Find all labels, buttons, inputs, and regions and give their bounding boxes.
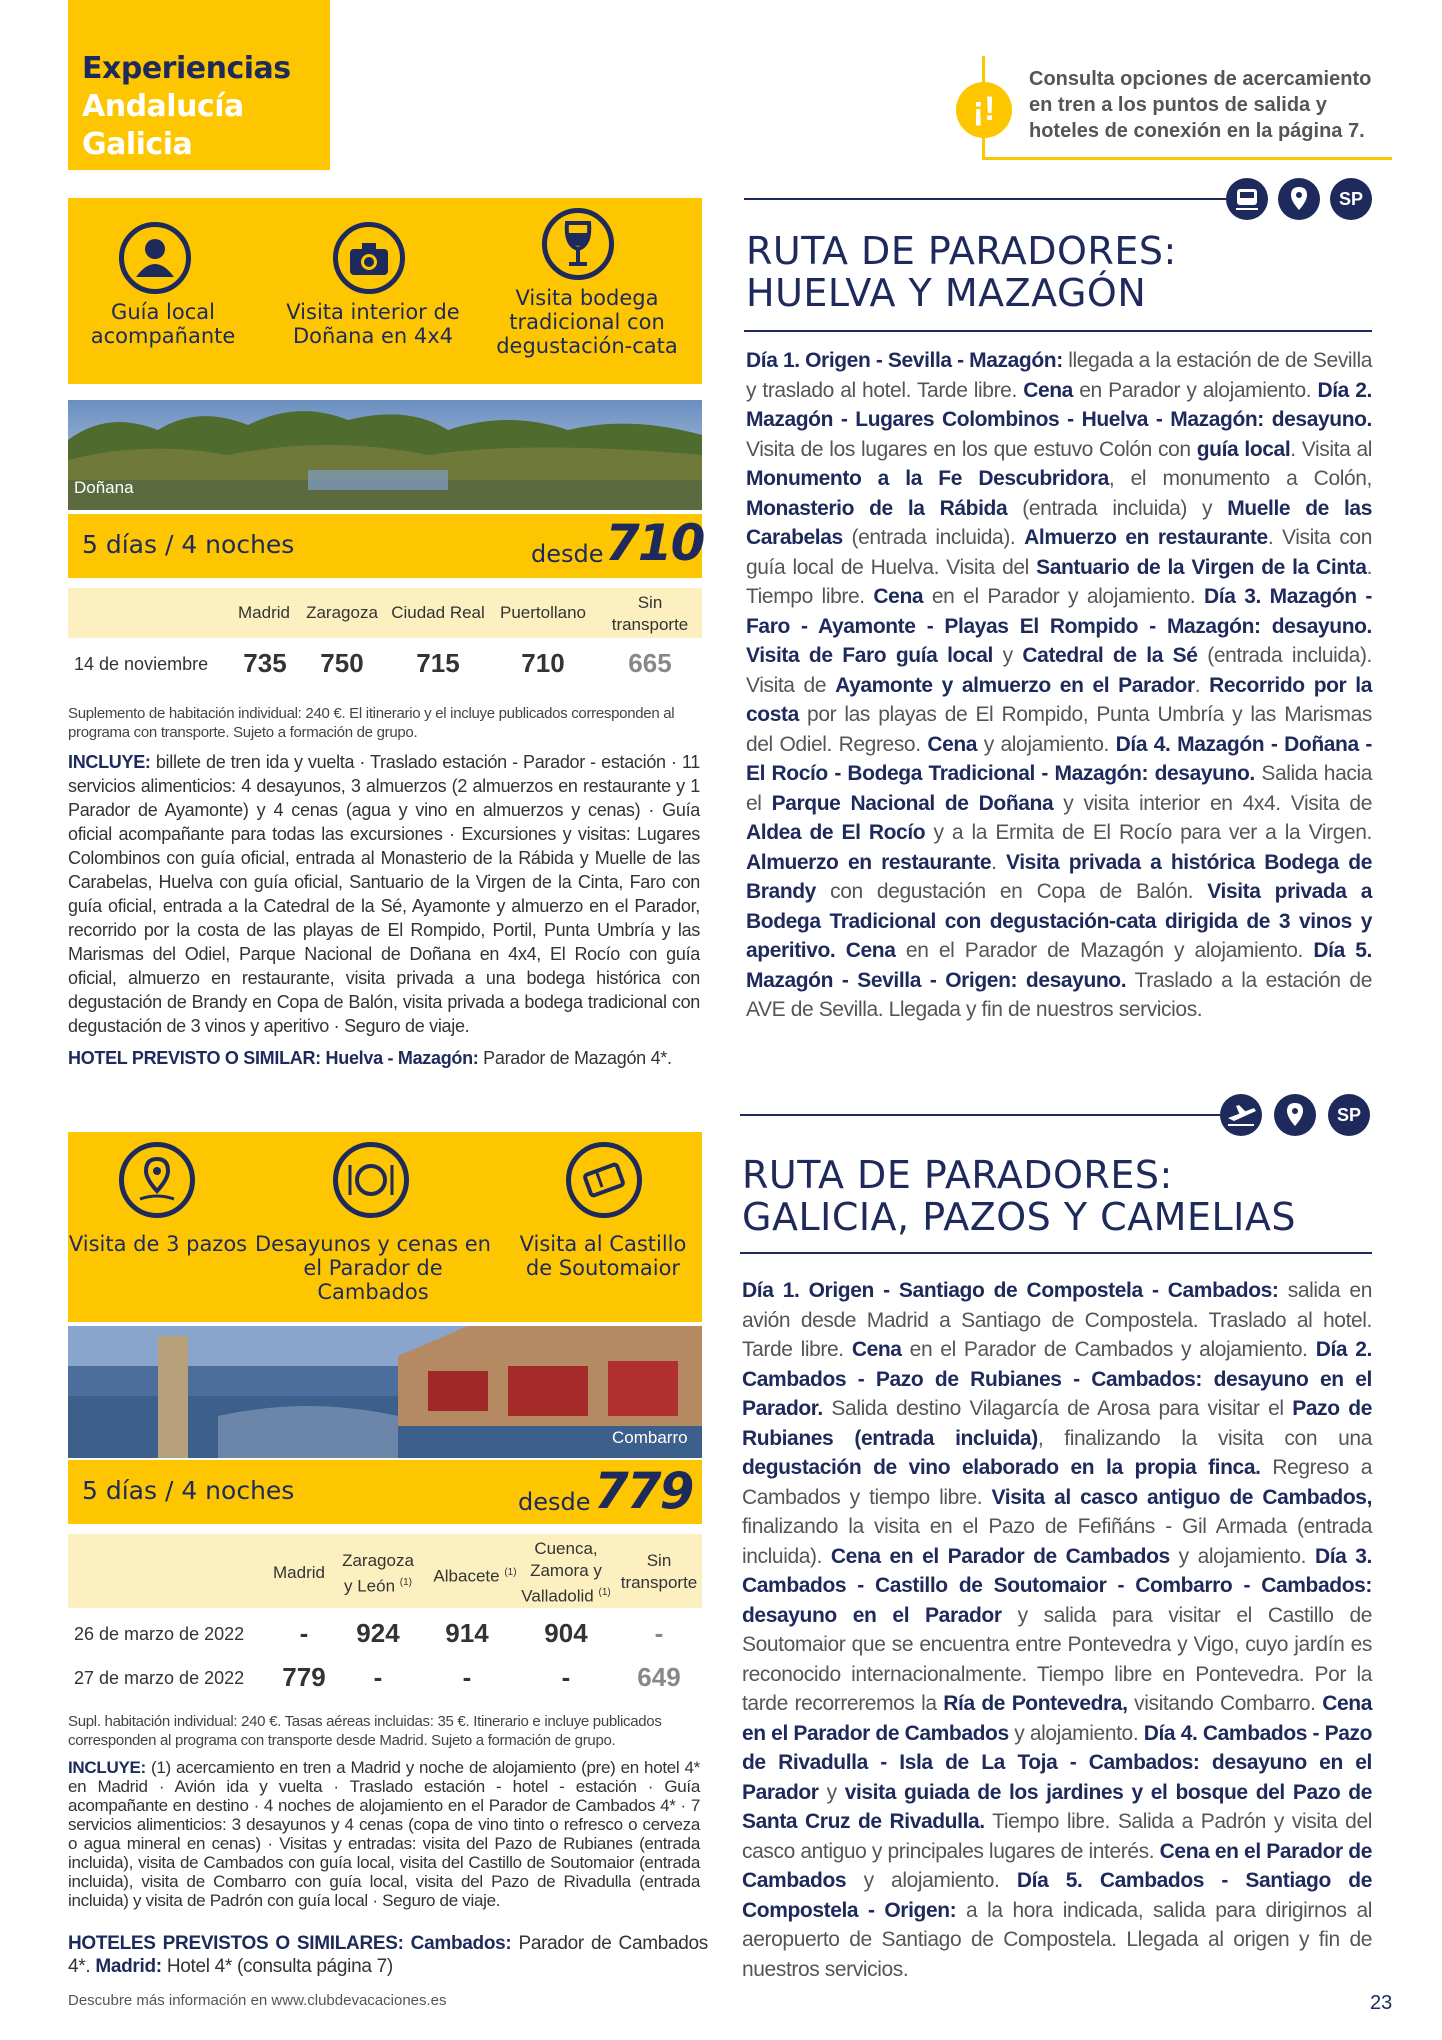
trip1-incluye	[68, 750, 700, 1038]
trip1-title	[746, 230, 1177, 314]
info-alert-icon: ¡!	[956, 82, 1012, 138]
trip2-incluye	[68, 1758, 700, 1910]
duration: 5 días / 4 noches	[82, 1476, 295, 1505]
price-cell: 715	[416, 648, 460, 678]
table-row	[68, 646, 702, 686]
trip1-itinerary: Día 1. Origen - Sevilla - Mazagón: llegada a la estación de de Sevilla y traslado al hotel. Tarde libre. Cena en Parador y alojamiento. Día 2. Mazagón - Lugares Colombinos - Huelva - Mazagón: desayuno. Visita de los lugares en los que estuvo Colón con guía local. Visita al Monumento a la Fe Descubridora, el monumento a Colón, Monasterio de la Rábida (entrada incluida) y Muelle de las Carabelas (entrada incluida). Almuerzo en restaurante. Visita con guía local de Huelva. Visita del Santuario de la Virgen de la Cinta. Tiempo libre. Cena en el Parador y alojamiento. Día 3. Mazagón - Faro - Ayamonte - Playas El Rompido - Mazagón: desayuno. Visita de Faro guía local y Catedral de la Sé (entrada incluida). Visita de Ayamonte y almuerzo en el Parador. Recorrido por la costa por las playas de El Rompido, Punta Umbría y las Marismas del Odiel. Regreso. Cena y alojamiento. Día 4. Mazagón - Doñana - El Rocío - Bodega Tradicional - Mazagón: desayuno. Salida hacia el Parque Nacional de Doñana y visita interior en 4x4. Visita de Aldea de El Rocío y a la Ermita de El Rocío para ver a la Virgen. Almuerzo en restaurante. Visita privada a histórica Bodega de Brandy con degustación en Copa de Balón. Visita privada a Bodega Tradicional con degustación-cata dirigida de 3 vinos y aperitivo. Cena en el Parador de Mazagón y alojamiento. Día 5. Mazagón - Sevilla - Origen: desayuno. Traslado a la estación de AVE de Sevilla. Llegada y fin de nuestros servicios.	[746, 349, 1373, 1021]
price-cell: 750	[320, 648, 364, 678]
divider	[740, 1114, 1220, 1116]
feature-desayunos-cenas: Desayunos y cenas en el Parador de Cambados	[254, 1232, 491, 1304]
col-puertollano: Puertollano	[499, 603, 586, 622]
feature-castillo: Visita al Castillo de Soutomaior	[519, 1232, 687, 1280]
trip2-duration-bar	[68, 1460, 702, 1524]
hotel-text: Hotel 4* (consulta página 7)	[161, 1956, 393, 1977]
hotel-label: HOTEL PREVISTO O SIMILAR: Huelva - Mazagón:	[68, 1048, 479, 1068]
incluye-label: INCLUYE:	[68, 1758, 146, 1777]
incluye-text: billete de tren ida y vuelta · Traslado estación - Parador - estación · 11 servicios alimenticios: 4 desayunos, 3 almuerzos (2 almuerzos en restaurante y 1 Parador de Ayamonte) y 4 cenas (agua y vino en almuerzos y cenas) · Guía oficial acompañante para todas las excursiones · Excursiones y visitas: Lugares Colombinos con guía oficial, entrada al Monasterio de la Rábida y Muelle de las Carabelas, Huelva con guía oficial, Santuario de la Virgen de la Cinta, Faro con guía oficial, entrada a la Catedral de la Sé, Ayamonte y almuerzo en el Parador, recorrido por la costa de las playas de El Rompido, Portil, Punta Umbría y las Marismas del Odiel, Parque Nacional de Doñana en 4x4, El Rocío con guía oficial, almuerzo en restaurante, visita privada a una bodega histórica con degustación de Brandy en Copa de Balón, visita privada a bodega tradicional con degustación de 3 vinos y aperitivo · Seguro de viaje.	[68, 752, 700, 1036]
hotel-text: Parador de Mazagón 4*.	[478, 1048, 672, 1068]
price-cell: 779	[282, 1662, 326, 1692]
title-line: RUTA DE PARADORES:	[746, 229, 1177, 273]
table-row	[68, 1616, 702, 1656]
camera-icon	[333, 222, 405, 294]
hotel-label: HOTELES PREVISTOS O SIMILARES: Cambados:	[68, 1933, 512, 1954]
footnote-mark: (1)	[399, 1577, 412, 1588]
photo-combarro	[68, 1326, 702, 1458]
trip1-duration-bar	[68, 514, 702, 578]
price-cell: -	[654, 1618, 664, 1648]
price-cell: 904	[544, 1618, 588, 1648]
train-notice: Consulta opciones de acercamiento en tren a los puntos de salida y hoteles de conexión en la página 7.	[982, 56, 1392, 160]
col-albacete	[420, 1562, 530, 1588]
price-from: 710	[605, 514, 704, 572]
col-zaragoza: Zaragoza	[306, 603, 378, 622]
map-pin-icon	[1278, 178, 1320, 220]
feature-pazos: Visita de 3 pazos	[68, 1232, 248, 1256]
trip1-features	[68, 198, 702, 384]
feature-donana-4x4: Visita interior de Doñana en 4x4	[286, 300, 460, 348]
wine-glass-icon	[542, 208, 614, 280]
trip1-hotel	[68, 1046, 708, 1070]
page-number: 23	[1370, 1992, 1393, 2014]
incluye-label: INCLUYE:	[68, 752, 151, 772]
person-icon	[119, 222, 191, 294]
price-cell: -	[561, 1662, 571, 1692]
photo-caption: Combarro	[612, 1428, 688, 1447]
col-cuenca	[516, 1538, 616, 1608]
col-madrid: Madrid	[273, 1563, 325, 1582]
price-cell: 649	[637, 1662, 681, 1692]
price-cell: -	[462, 1662, 472, 1692]
col-sin-transporte: Sin transporte	[611, 593, 689, 634]
train-icon	[1226, 178, 1268, 220]
col-ciudad-real: Ciudad Real	[391, 603, 485, 622]
divider	[744, 198, 1226, 200]
plane-icon	[1220, 1094, 1262, 1136]
photo-donana	[68, 400, 702, 510]
trip2-hotel	[68, 1932, 708, 1978]
title-line: RUTA DE PARADORES:	[742, 1153, 1173, 1197]
plate-cutlery-icon	[333, 1142, 409, 1218]
trip1-supplement: Suplemento de habitación individual: 240 €. El itinerario y el incluye publicados corresponden al programa con transporte. Sujeto a formación de grupo.	[68, 705, 675, 741]
trip2-supplement: Supl. habitación individual: 240 €. Tasas aéreas incluidas: 35 €. Itinerario e incluye publicados corresponden al programa con transporte desde Madrid. Sujeto a formación de grupo.	[68, 1713, 662, 1749]
price-from: 779	[594, 1462, 693, 1520]
section-title-line: Experiencias	[82, 51, 291, 86]
price-cell: 710	[521, 648, 565, 678]
footer-url: Descubre más información en www.clubdevacaciones.es	[68, 1992, 447, 2009]
trip2-features	[68, 1132, 702, 1322]
divider	[740, 1252, 1372, 1254]
price-cell: -	[373, 1662, 383, 1692]
map-pin-icon	[1274, 1094, 1316, 1136]
col-sin-transporte: Sin transporte	[620, 1551, 698, 1592]
trip2-title	[742, 1154, 1296, 1238]
title-line: GALICIA, PAZOS Y CAMELIAS	[742, 1195, 1296, 1239]
col-zaragoza-leon	[338, 1550, 418, 1598]
section-title-line: Galicia	[82, 127, 193, 162]
trip2-table-header	[68, 1534, 702, 1608]
feature-guia-local: Guía local acompañante	[90, 300, 236, 348]
price-cell: -	[299, 1618, 309, 1648]
duration: 5 días / 4 noches	[82, 530, 295, 559]
ticket-icon	[566, 1142, 642, 1218]
feature-bodega: Visita bodega tradicional con degustación-cata	[496, 286, 678, 358]
footnote-mark: (1)	[598, 1587, 611, 1598]
incluye-text: (1) acercamiento en tren a Madrid y noche de alojamiento (pre) en hotel 4* en Madrid · Avión ida y vuelta · Traslado estación - hotel - estación · Guía acompañante en destino · 4 noches de alojamiento en el Parador de Cambados 4* · 7 servicios alimenticios: 3 desayunos y 4 cenas (copa de vino tinto o refresco o cerveza o agua mineral en cenas) · Visitas y entradas: visita del Pazo de Rubianes (entrada incluida), visita de Cambados con guía local, visita del Castillo de Soutomaior (entrada incluida), visita de Combarro con guía local, visita del Pazo de Rivadulla (entrada incluida) y visita de Padrón con guía local · Seguro de viaje.	[68, 1758, 700, 1910]
hotel-label: Madrid:	[95, 1956, 162, 1977]
price-cell: 914	[445, 1618, 489, 1648]
desde-label: desde	[531, 540, 604, 568]
row-date: 14 de noviembre	[74, 654, 209, 674]
footnote-mark: (1)	[504, 1567, 517, 1578]
table-row	[68, 1660, 702, 1700]
price-cell: 924	[356, 1618, 400, 1648]
price-cell: 665	[628, 648, 672, 678]
divider	[744, 330, 1372, 332]
sp-badge: SP	[1328, 1094, 1370, 1136]
col-label: Albacete	[433, 1566, 500, 1586]
row-date: 26 de marzo de 2022	[74, 1624, 245, 1644]
sp-badge: SP	[1330, 178, 1372, 220]
price-cell: 735	[243, 648, 287, 678]
desde-label: desde	[518, 1488, 591, 1516]
trip2-itinerary: Día 1. Origen - Santiago de Compostela - Cambados: salida en avión desde Madrid a Santiago de Compostela. Traslado al hotel. Tarde libre. Cena en el Parador de Cambados y alojamiento. Día 2. Cambados - Pazo de Rubianes - Cambados: desayuno en el Parador. Salida destino Vilagarcía de Arosa para visitar el Pazo de Rubianes (entrada incluida), finalizando la visita con una degustación de vino elaborado en la propia finca. Regreso a Cambados y tiempo libre. Visita al casco antiguo de Cambados, finalizando la visita en el Pazo de Fefiñáns - Gil Armada (entrada incluida). Cena en el Parador de Cambados y alojamiento. Día 3. Cambados - Castillo de Soutomaior - Combarro - Cambados: desayuno en el Parador y salida para visitar el Castillo de Soutomaior que se encuentra entre Pontevedra y Vigo, cuyo jardín es reconocido internacionalmente. Tiempo libre en Pontevedra. Por la tarde recorreremos la Ría de Pontevedra, visitando Combarro. Cena en el Parador de Cambados y alojamiento. Día 4. Cambados - Pazo de Rivadulla - Isla de La Toja - Cambados: desayuno en el Parador y visita guiada de los jardines y el bosque del Pazo de Santa Cruz de Rivadulla. Tiempo libre. Salida a Padrón y visita del casco antiguo y principales lugares de interés. Cena en el Parador de Cambados y alojamiento. Día 5. Cambados - Santiago de Compostela - Origen: a la hora indicada, salida para dirigirnos al aeropuerto de Santiago de Compostela. Llegada al origen y fin de nuestros servicios.	[742, 1279, 1373, 1981]
trip1-table-header	[68, 588, 702, 638]
photo-caption: Doñana	[74, 478, 134, 497]
col-label: Zaragoza y León	[342, 1551, 414, 1596]
title-line: HUELVA Y MAZAGÓN	[746, 271, 1147, 315]
map-pin-icon	[119, 1142, 195, 1218]
section-title-line: Andalucía	[82, 89, 244, 124]
section-title-tag	[68, 0, 330, 170]
hotel-text: Parador de Cambados 4*.	[68, 1933, 708, 1977]
col-madrid: Madrid	[238, 603, 290, 622]
col-label: Cuenca, Zamora y Valladolid	[521, 1539, 602, 1606]
row-date: 27 de marzo de 2022	[74, 1668, 245, 1688]
